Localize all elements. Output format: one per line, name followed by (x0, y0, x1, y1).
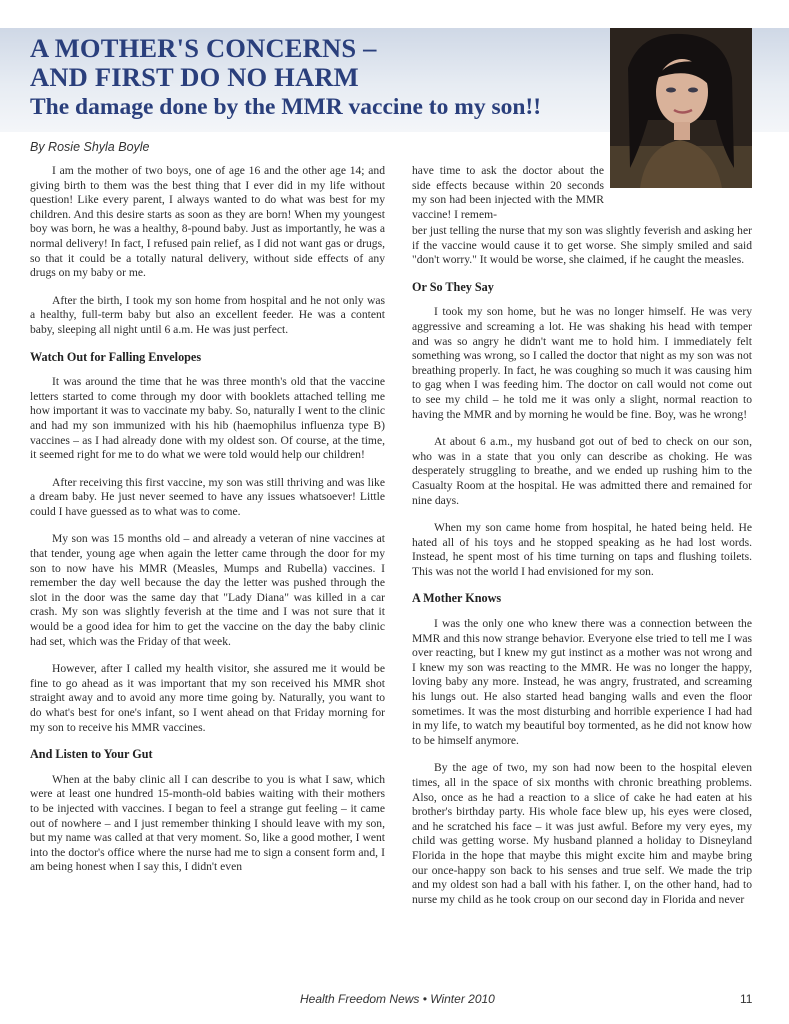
section-heading: Or So They Say (412, 279, 494, 294)
article-column-left (30, 164, 385, 875)
paragraph: At about 6 a.m., my husband got out of bed to check on our son, who was in a state that you only can describe as choking. He was desperately struggling to breathe, and we ended up rushing him to the Casualty Room at the hospital. He was admitted there and remained for nine days. (412, 435, 752, 507)
article-column-right (412, 224, 752, 907)
paragraph: My son was 15 months old – and already a veteran of nine vaccines at that tender, young age when again the letter came through the door for my son to now have his MMR (Measles, Mumps and Rubella) vaccines. I remember the day well because the day the letter was pushed through the slot in the door was the same day that "Lady Diana" was killed in a car crash. My son was slightly feverish at the time and I was not sure that it would be a good idea for him to get the vaccine on the day the baby clinic had set, which was the Friday of that week. (30, 532, 385, 648)
paragraph: After receiving this first vaccine, my son was still thriving and was like a dream baby. He just never seemed to have any issues whatsoever! Little could I have guessed as to what was to come. (30, 475, 385, 518)
publication-name: Health Freedom News • Winter 2010 (300, 992, 495, 1006)
byline: By Rosie Shyla Boyle (30, 140, 150, 154)
author-photo (610, 28, 752, 188)
article-headline (30, 34, 377, 92)
paragraph: I was the only one who knew there was a connection between the MMR and this now strange behavior. Everyone else tried to tell me I was over reacting, but I knew my gut instinct as a mother was not wrong and I knew my son was reacting to the MMR. He was no longer the happy, loving baby any more. Instead, he was angry, frustrated, and screaming his lungs out. He also started head banging walls and even the floor sometimes. It was the most disturbing and horrible experience I had had in my life, to watch my beautiful boy tormented, as he did not know how to be himself anymore. (412, 617, 752, 747)
section-heading: Watch Out for Falling Envelopes (30, 349, 202, 364)
paragraph: However, after I called my health visitor, she assured me it would be fine to go ahead as it was important that my son received his MMR shot straight away and to avoid any more time going by. Naturally, you want to do what's best for one's infant, so I went ahead on that Friday morning for my son to receive his MMR vaccines. (30, 662, 385, 734)
paragraph: By the age of two, my son had now been to the hospital eleven times, all in the space of six months with chronic breathing problems. Also, once as he had a reaction to a slice of cake he had eaten at his brother's birthday party. His whole face blew up, his eyes were closed, and he scratched his face – it was just awful. Before my very eyes, my child was getting worse. My husband planned a holiday to Disneyland Florida in the hope that maybe this might excite him and maybe bring our once-happy son back to his senses and true self. We made the trip and my oldest son had a ball with his father. I, on the other hand, had to nurse my child as he took croup on our second day in Florida and never (412, 761, 752, 906)
paragraph: It was around the time that he was three month's old that the vaccine letters started to come through my door with booklets attached telling me how important it was to vaccinate my baby. So, naturally I went to the clinic and had my son immunized with his hib (haemophilus influenza type B) vaccines – as I had already done with my oldest son. Of course, at the time, it seemed right for me to do what we were told would help our children! (30, 375, 385, 462)
paragraph: have time to ask the doctor about the side effects because within 20 seconds my son had been injected with the MMR vaccine! I remem- (412, 164, 604, 221)
section-heading: A Mother Knows (412, 591, 502, 606)
paragraph: After the birth, I took my son home from hospital and he not only was a healthy, full-term baby but also an excellent feeder. He was a content baby, sleeping all night until 6 a.m. He was just perfect. (30, 293, 385, 336)
paragraph: When my son came home from hospital, he hated being held. He hated all of his toys and he stopped speaking as he had lost words. Instead, he spent most of his time turning on taps and flushing toilets. This was not the world I had envisioned for my son. (412, 521, 752, 578)
headline-line-2: AND FIRST DO NO HARM (30, 62, 359, 92)
author-portrait-icon (610, 28, 752, 188)
paragraph: ber just telling the nurse that my son was slightly feverish and asking her if the vaccine would cause it to get worse. She simply smiled and said "don't worry." It would be worse, she claimed, if he caught the measles. (412, 224, 752, 267)
paragraph: I am the mother of two boys, one of age 16 and the other age 14; and giving birth to them was the best thing that I ever did in my life without question! Like every parent, I always wanted to do what was best for my children. And this desire starts as soon as they are born! When my youngest boy was born, he was a healthy, 8-pound baby. Just as importantly, he was a normal delivery! In fact, I refused pain relief, as I did not want gas or drugs, so that it could be a totally natural delivery, without side effects of any drugs on my baby or me. (30, 164, 385, 280)
article-subheadline: The damage done by the MMR vaccine to my son!! (30, 94, 542, 120)
headline-line-1: A MOTHER'S CONCERNS – (30, 33, 377, 63)
page-number: 11 (740, 992, 753, 1006)
article-column-right-top (412, 164, 604, 222)
paragraph: I took my son home, but he was no longer himself. He was very aggressive and screaming a lot. He was shaking his head with temper and was so angry he didn't want me to hold him. I immediately felt something was wrong, so I called the doctor that night as my son was not breathing properly. In fact, he was coughing so much it was causing him to gag when I was feeding him. The doctor on call would not come out to see my child – he told me it was only a slight, normal reaction to having the MMR and by morning he would be fine. Boy, was he wrong! (412, 305, 752, 421)
section-heading: And Listen to Your Gut (30, 747, 153, 762)
paragraph: When at the baby clinic all I can describe to you is what I saw, which were at least one hundred 15-month-old babies waiting with their mothers to be injected with vaccines. I began to feel a strange gut feeling – it came out of nowhere – and I just remember thinking I should leave with my son, but my name was called at that very moment. So, like a good mother, I went into the doctor's office where the nurse had me to sign a consent form and, I am being honest when I say this, I didn't even (30, 772, 385, 874)
